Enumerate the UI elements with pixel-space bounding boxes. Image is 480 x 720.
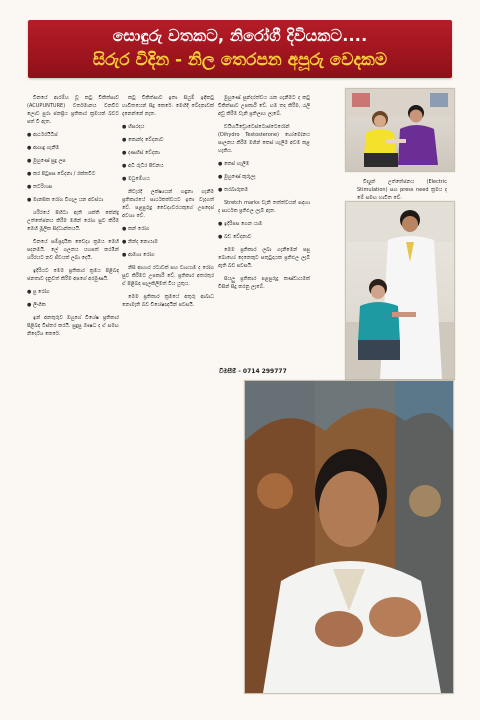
headline-banner <box>28 20 452 78</box>
bullet-item: ● බඩ වේදනාව <box>218 234 252 240</box>
bullet-item: ● අධි රුධිර පීඩනය <box>122 163 164 169</box>
bullet-item: ● ආර්ථරයිටිස් <box>27 132 58 138</box>
headline-line-2: සිරුර විදින - නිල තෙරපන අපූරු වෙදකම <box>92 50 388 70</box>
bullet-item: ● මධුමේහය <box>122 176 150 182</box>
paragraph: චීනයේ සම්ප්‍රදායික වෛද්‍ය ක්‍රමය මෙහි පදනමයි. ලේ ගලනය යහපත් කරමින් ශරීරයට නව ජීවයක් ලබා දෙයි. <box>27 239 119 261</box>
bullet-item: ● ආශාදු ගැනීම <box>27 145 60 151</box>
bullet-item: ● මුහුණේ සුදු ලප <box>27 158 66 164</box>
bullet-item: ● තටරිෆාස <box>27 184 53 190</box>
portrait-illustration <box>245 381 453 693</box>
contact-number: විමසීම් - 0714 299777 <box>219 368 287 375</box>
treatment-illustration <box>346 202 454 379</box>
paragraph: විද්‍යුත් උත්තේජනය (Electric Stimulation) සහ press need ක්‍රමය ද මේ සමඟ භාවිත වේ. <box>357 179 447 201</box>
bullet-item: ● නින්ද නොයාම <box>122 239 158 245</box>
consultation-photo <box>345 88 455 172</box>
paragraph: කටු චිකිත්සාව ඉතා සියුම් ඉඳිකටු භාවිතයෙන් සිදු කෙරේ. මෙහිදී වේදනාවක් දැනෙන්නේ නැත. <box>122 95 214 117</box>
paragraph: මෙම ප්‍රතිකාර ලබා ගැනීමෙන් පසු බොහෝ දෙනෙකුට සතුටුදායක ප්‍රතිඵල ලැබී ඇති බව පවසයි. <box>218 247 310 269</box>
bullet-item: ● කොන්ද වේදනාව <box>122 137 164 143</box>
bullet-item: ● තරබාරුකම <box>218 187 249 193</box>
paragraph: මෙම ප්‍රතිකාර ක්‍රමයේ අතුරු ආබාධ නොමැති බව විශේෂඥයින් පවසයි. <box>122 294 214 308</box>
bullet-item: ● මානසික රෝග විගැල යන අවස්ථා <box>27 197 104 203</box>
article-column-1 <box>27 94 119 689</box>
bullet-item: ● ආමාශ රෝග <box>122 252 155 258</box>
bullet-item: ● කර පිටුපස වේදනා / රක්තවිට <box>27 171 96 177</box>
paragraph: සියලු ප්‍රතිකාර පළපුරුදු කණ්ඩායමක් විසින් සිදු කරනු ලැබේ. <box>218 276 310 290</box>
acupuncture-treatment-photo <box>345 201 455 380</box>
bullet-item: ● කන් රෝග <box>122 226 150 232</box>
bullet-item: ● දණහිස් වේදනා <box>122 150 160 156</box>
paragraph: ශරීරයේ පිහිටා ඇති ශක්ති කේන්ද්‍ර උත්තේජනය කිරීම මගින් රෝග සුව කිරීම මෙහි මූලික සිද්ධාන්තයයි. <box>27 210 119 232</box>
consultation-illustration <box>346 89 454 171</box>
doctor-portrait-photo <box>244 380 454 694</box>
paragraph: නිවැරදි ලක්ෂ්‍යයන් හඳුනා ගැනීම ප්‍රතිකාරයේ සාර්ථකත්වයට ඉතා වැදගත් වේ. පළපුරුදු වෛද්‍යවරයකුගේ උපදෙස් අවශ්‍ය වේ. <box>122 189 214 219</box>
bullet-item: ● කෙස් හැලීම <box>218 161 250 167</box>
paragraph: Stretch marks වැනි තත්ත්වයන් සඳහා ද සාර්ථක ප්‍රතිඵල ලැබී ඇත. <box>218 200 310 214</box>
bullet-item: ● පු රෝග <box>27 289 50 295</box>
paragraph: ඩයිහයිඩ්‍රොටෙස්ටොස්ටෙරෝන් (Dihydro Testosterone) හෝමෝනය පාලනය කිරීම මගින් කෙස් හැලීම අවම කළ හැකිය. <box>218 124 310 154</box>
bullet-item: ● ලිංගික <box>27 302 46 308</box>
headline-line-1: සොඳුරු වතකට, නිරෝගී දිවියකට.... <box>112 26 368 45</box>
bullet-item: ● ඉදිරිපස ගෙන යාම <box>218 221 263 227</box>
paragraph: ඉන් අනතුරුව ඔහුගේ විශේෂ ප්‍රතිකාර පිළිබඳ විස්තර කරයි. සුදුසු ඖෂධ ද ඒ සමඟ නිර්දේශ කෙරේ. <box>27 315 119 337</box>
paragraph: මුහුණේ සුන්දරත්වය රැක ගැනීමට ද කටු චිකිත්සාව උපකාරී වේ. හම තද කිරීම, රැලි අඩු කිරීම වැනි ප්‍රතිලාභ ලැබේ. <box>218 95 310 117</box>
article-column-2 <box>122 94 214 689</box>
paragraph: ඉදිරියට මෙම ප්‍රතිකාර ක්‍රමය පිළිබඳ ජනතාව දැනුවත් කිරීම අපගේ අරමුණයි. <box>27 268 119 282</box>
bullet-item: ● හිසරදය <box>122 124 145 130</box>
bullet-item: ● මුහුණේ කුරුලෑ <box>218 174 256 180</box>
paragraph: චීනයේ ආරම්භ වූ කටු චිකිත්සාව (ACUPUNTURE) වර්තමානය වනවිට ලොව පුරා ජනප්‍රිය ප්‍රතිකාර ක්‍රමයක් බවට පත් වී ඇත. <box>27 95 119 125</box>
paragraph: නිසි ආහාර රටාවක් සහ ව්‍යායාම ද රෝග සුව කිරීමට උපකාරී වේ. ප්‍රතිකාර අතරතුර ඒ පිළිබඳ සැලකිලිමත් විය යුතුය. <box>122 265 214 287</box>
